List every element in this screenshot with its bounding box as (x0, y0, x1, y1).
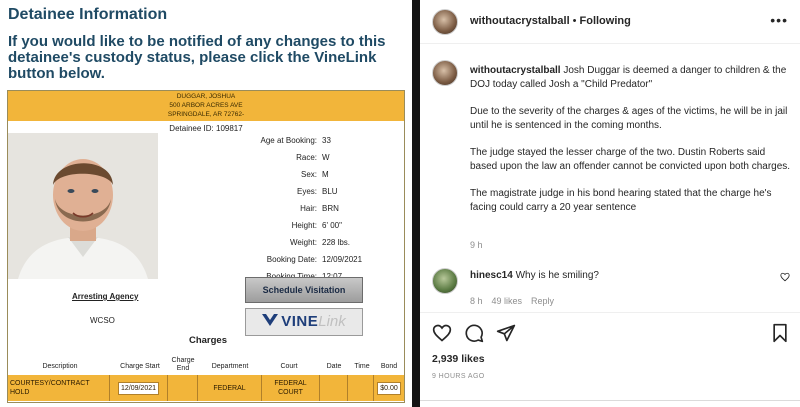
page-title: Detainee Information (8, 6, 168, 23)
info-eyes (220, 187, 400, 201)
comment-icon[interactable] (464, 323, 484, 343)
vinelink-text-vine: VINE (281, 313, 319, 331)
caption-para-3: The judge stayed the lesser charge of the two. Dustin Roberts said based upon the law an offender cannot be convicted upon both charges. (470, 147, 791, 172)
info-label: Height: (291, 221, 317, 230)
info-race (220, 153, 400, 167)
charges-header-department: Department (211, 363, 249, 370)
following-button[interactable]: Following (579, 15, 631, 27)
charge-start-cell (110, 375, 168, 401)
detainee-address-line2: SPRINGDALE, AR 72762- (167, 111, 245, 118)
charges-header-date: Date (326, 363, 342, 370)
comment-time: 8 h (470, 296, 483, 306)
post-author-username[interactable]: withoutacrystalball (470, 15, 570, 27)
comment-meta (470, 296, 563, 306)
caption-avatar[interactable] (432, 60, 458, 86)
notify-instructions: If you would like to be notified of any changes to this detainee's custody status, please click the VineLink button below. (8, 33, 386, 82)
info-label: Sex: (300, 170, 317, 179)
post-caption (470, 64, 792, 228)
info-label: Race: (296, 153, 317, 162)
info-label: Booking Date: (266, 255, 317, 264)
charge-department: FEDERAL (198, 375, 262, 401)
share-icon[interactable] (496, 323, 516, 343)
more-options-icon[interactable]: ••• (770, 12, 788, 28)
detainee-card (7, 90, 405, 403)
mugshot-photo (8, 133, 158, 279)
info-weight (220, 238, 400, 252)
charge-date (320, 375, 348, 401)
schedule-visitation-button[interactable]: Schedule Visitation (245, 277, 363, 303)
charges-title: Charges (188, 335, 227, 346)
info-value: 228 lbs. (322, 238, 351, 247)
caption-para-1 (470, 64, 792, 92)
info-age (220, 136, 400, 150)
charges-header-court: Court (280, 363, 298, 370)
comment-likes[interactable]: 49 likes (491, 296, 523, 306)
info-value: BRN (322, 204, 339, 213)
charge-start: 12/09/2021 (118, 382, 159, 395)
detainee-id: Detainee ID: 109817 (169, 124, 243, 133)
comment-reply-button[interactable]: Reply (531, 296, 555, 306)
charge-description: COURTESY/CONTRACT HOLD (8, 375, 110, 401)
caption-para-4: The magistrate judge in his bond hearing stated that the charge he's facing could carry a 20 year sentence (470, 188, 772, 213)
info-sex (220, 170, 400, 184)
info-value: 33 (322, 136, 331, 145)
charges-header-start: Charge Start (120, 363, 160, 370)
info-label: Age at Booking: (260, 136, 317, 145)
charges-header-bond: Bond (380, 363, 398, 370)
comment-text: Why is he smiling? (515, 270, 599, 281)
post-timestamp: 9 HOURS AGO (432, 373, 485, 380)
post-actions-bar (420, 312, 800, 348)
info-value: 6' 00" (322, 221, 342, 230)
charge-court: FEDERAL COURT (262, 375, 320, 401)
info-label: Eyes: (296, 187, 317, 196)
bookmark-icon[interactable] (770, 323, 790, 343)
detainee-address-line1: 500 ARBOR ACRES AVE (169, 102, 243, 109)
vinelink-text-link: Link (318, 313, 346, 331)
comment-username[interactable]: hinesc14 (470, 270, 513, 281)
info-booking-date (220, 255, 400, 269)
info-value: 12/09/2021 (322, 255, 363, 264)
charges-header-end: Charge End (171, 357, 195, 372)
info-label: Hair: (300, 204, 317, 213)
caption-para-2: Due to the severity of the charges & ages of the victims, he will be in jail until he is sentenced in the coming months. (470, 106, 788, 131)
heart-icon[interactable] (432, 323, 452, 343)
comment-like-heart-icon[interactable] (780, 272, 790, 282)
charge-bond-cell (374, 375, 404, 401)
info-value: M (322, 170, 329, 179)
vinelink-button[interactable] (245, 308, 363, 336)
arresting-agency-value: WCSO (90, 316, 115, 325)
commenter-avatar[interactable] (432, 268, 458, 294)
arresting-agency-label: Arresting Agency (72, 292, 139, 301)
panel-divider (412, 0, 420, 407)
post-header-user (470, 15, 631, 27)
detainee-name: DUGGAR, JOSHUA (176, 93, 236, 100)
post-bottom-border (420, 400, 800, 401)
info-hair (220, 204, 400, 218)
avatar[interactable] (432, 9, 458, 35)
vinelink-logo-icon (262, 309, 278, 335)
detainee-name-banner (8, 91, 404, 121)
charge-time (348, 375, 374, 401)
post-like-count[interactable]: 2,939 likes (432, 353, 485, 365)
info-height (220, 221, 400, 235)
info-label: Weight: (290, 238, 317, 247)
post-header (420, 0, 800, 44)
instagram-post-panel (420, 0, 800, 407)
charge-bond: $0.00 (377, 382, 401, 395)
info-value: W (322, 153, 330, 162)
caption-timestamp: 9 h (470, 240, 483, 250)
caption-username[interactable]: withoutacrystalball (470, 65, 561, 76)
info-value: BLU (322, 187, 338, 196)
charges-header-time: Time (354, 363, 370, 370)
separator-dot: • (572, 15, 577, 27)
caption-text-1: Josh Duggar is deemed a danger to children & the DOJ today called Josh a "Child Predator" (470, 65, 787, 90)
charge-row (8, 375, 404, 401)
charges-header-description: Description (42, 363, 78, 370)
charge-end (168, 375, 198, 401)
comment (470, 270, 599, 281)
